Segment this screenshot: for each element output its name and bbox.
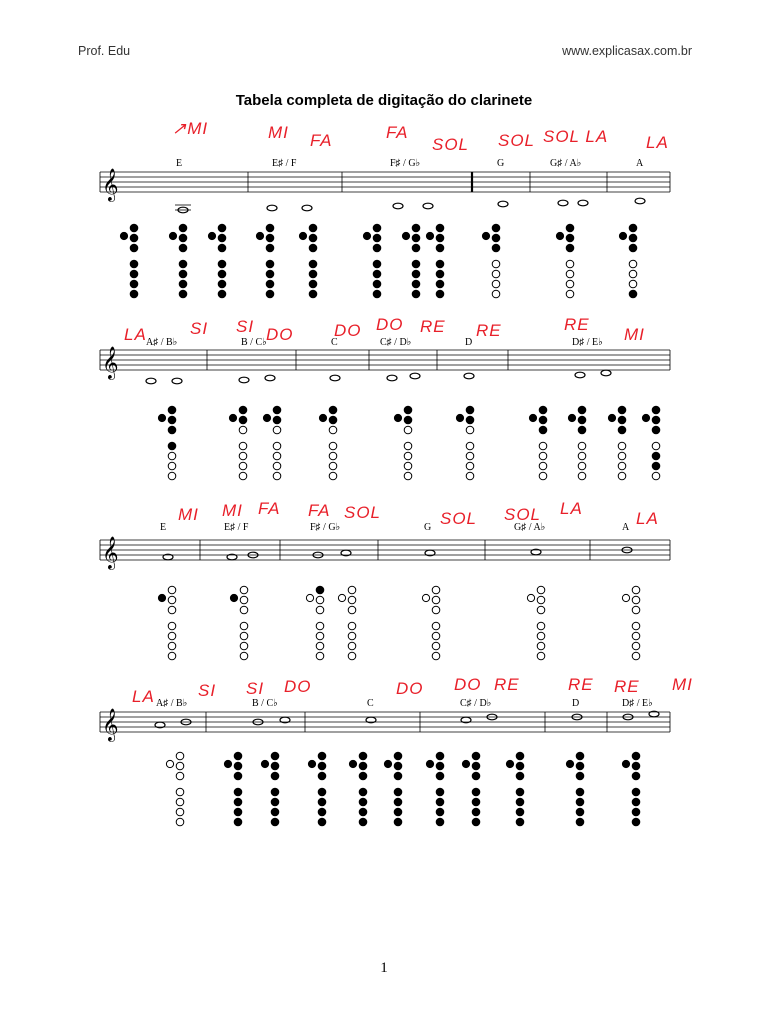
annotation: RE [476,321,502,340]
notes-2 [146,370,611,384]
fingering-diagram [363,224,380,298]
annotation: MI [268,123,289,142]
annotation: LA [560,499,583,518]
annotation: ↗MI [172,119,209,138]
page-number: 1 [380,960,388,976]
fingering-diagram [308,752,325,826]
staff-3 [100,540,670,560]
note-label: E [160,522,167,533]
annotation: DO [334,321,362,340]
fingering-diagram [426,224,443,298]
annotation: DO [376,315,404,334]
fingering-diagram [422,586,439,660]
system-4 [100,675,693,826]
note-label: F♯ / G♭ [390,158,421,169]
fingering-diagram [608,406,625,480]
annotation: MI [222,501,243,520]
fingering-diagram [426,752,443,826]
fingering-diagrams-3 [158,586,639,660]
annotation: LA [646,133,669,152]
annotation: MI [178,505,199,524]
note-label: E♯ / F [224,522,249,533]
fingering-diagram [527,586,544,660]
annotation: FA [308,501,331,520]
note-label: C [331,337,338,348]
annotation: SOL [344,503,382,522]
annotation: SOL [432,135,470,154]
fingering-diagram [619,224,636,298]
annotation: SI [198,681,217,700]
note-label: F♯ / G♭ [310,522,341,533]
header-website: www.explicasax.com.br [562,44,692,58]
fingering-diagram [384,752,401,826]
treble-clef: 𝄞 [102,536,119,569]
annotation: SI [246,679,265,698]
staff-4 [100,712,670,732]
annotation: RE [420,317,446,336]
fingering-diagram [229,406,246,480]
fingering-diagram [263,406,280,480]
fingering-diagram [306,586,323,660]
fingering-diagram [224,752,241,826]
note-label: D [465,337,473,348]
fingering-diagram [338,586,355,660]
fingering-diagram [158,406,175,480]
annotations-1 [172,119,669,154]
fingering-diagrams-1 [120,224,636,298]
note-label: G [424,522,432,533]
notes-3 [163,547,632,560]
annotation: SOL [498,131,536,150]
annotation: FA [310,131,333,150]
fingering-diagram [622,752,639,826]
fingering-diagram [394,406,411,480]
treble-clef: 𝄞 [102,346,119,379]
staff-1 [100,172,670,192]
annotation: SOL [440,509,478,528]
note-label: G [497,158,505,169]
fingering-diagram [120,224,137,298]
annotation: RE [564,315,590,334]
annotation: MI [624,325,645,344]
note-label: A [622,522,630,533]
note-label: D♯ / E♭ [622,698,653,709]
note-label: E [176,158,183,169]
fingering-diagram [482,224,499,298]
system-2 [100,315,670,480]
notes-4 [155,711,659,728]
annotation: LA [636,509,659,528]
annotation: SI [236,317,255,336]
annotation: RE [568,675,594,694]
annotation: FA [258,499,281,518]
header-author: Prof. Edu [78,44,131,58]
staff-2 [100,350,670,370]
fingering-diagram [166,752,183,826]
fingering-diagram [462,752,479,826]
fingering-diagram [402,224,419,298]
annotation: RE [494,675,520,694]
note-label: C♯ / D♭ [460,698,492,709]
treble-clef: 𝄞 [102,168,119,201]
fingering-diagram [529,406,546,480]
annotation: SOL LA [543,127,609,146]
note-label: A♯ / B♭ [156,698,188,709]
fingering-diagrams-2 [158,406,659,480]
annotation: DO [396,679,424,698]
system-1 [100,119,670,298]
treble-clef: 𝄞 [102,708,119,741]
annotation: DO [284,677,312,696]
annotation: DO [454,675,482,694]
note-label: B / C♭ [252,698,278,709]
annotation: LA [132,687,155,706]
fingering-diagram [158,586,175,660]
note-label: A [636,158,644,169]
fingering-diagram [622,586,639,660]
annotation: LA [124,325,147,344]
annotations-4 [132,675,693,706]
fingering-diagram [568,406,585,480]
fingering-diagram [566,752,583,826]
fingering-diagram [261,752,278,826]
annotations-3 [178,499,659,528]
note-label: A♯ / B♭ [146,337,178,348]
annotation: SI [190,319,209,338]
fingering-diagram [506,752,523,826]
note-label: G♯ / A♭ [514,522,546,533]
fingering-diagram [642,406,659,480]
fingering-diagram [319,406,336,480]
note-label: E♯ / F [272,158,297,169]
fingering-diagram [169,224,186,298]
note-label: G♯ / A♭ [550,158,582,169]
notes-1 [175,198,645,213]
annotation: RE [614,677,640,696]
fingering-diagram [349,752,366,826]
note-label: D [572,698,580,709]
fingering-diagram [208,224,225,298]
fingering-diagram [456,406,473,480]
note-label: C♯ / D♭ [380,337,412,348]
annotation: SOL [504,505,542,524]
fingering-diagram [256,224,273,298]
fingering-diagrams-4 [166,752,639,826]
annotation: DO [266,325,294,344]
page-title: Tabela completa de digitação do clarinete [235,92,533,109]
note-label: C [367,698,374,709]
annotation: MI [672,675,693,694]
fingering-diagram [230,586,247,660]
note-label: D♯ / E♭ [572,337,603,348]
annotation: FA [386,123,409,142]
system-3 [100,499,670,660]
fingering-diagram [299,224,316,298]
note-label: B / C♭ [241,337,267,348]
fingering-diagram [556,224,573,298]
